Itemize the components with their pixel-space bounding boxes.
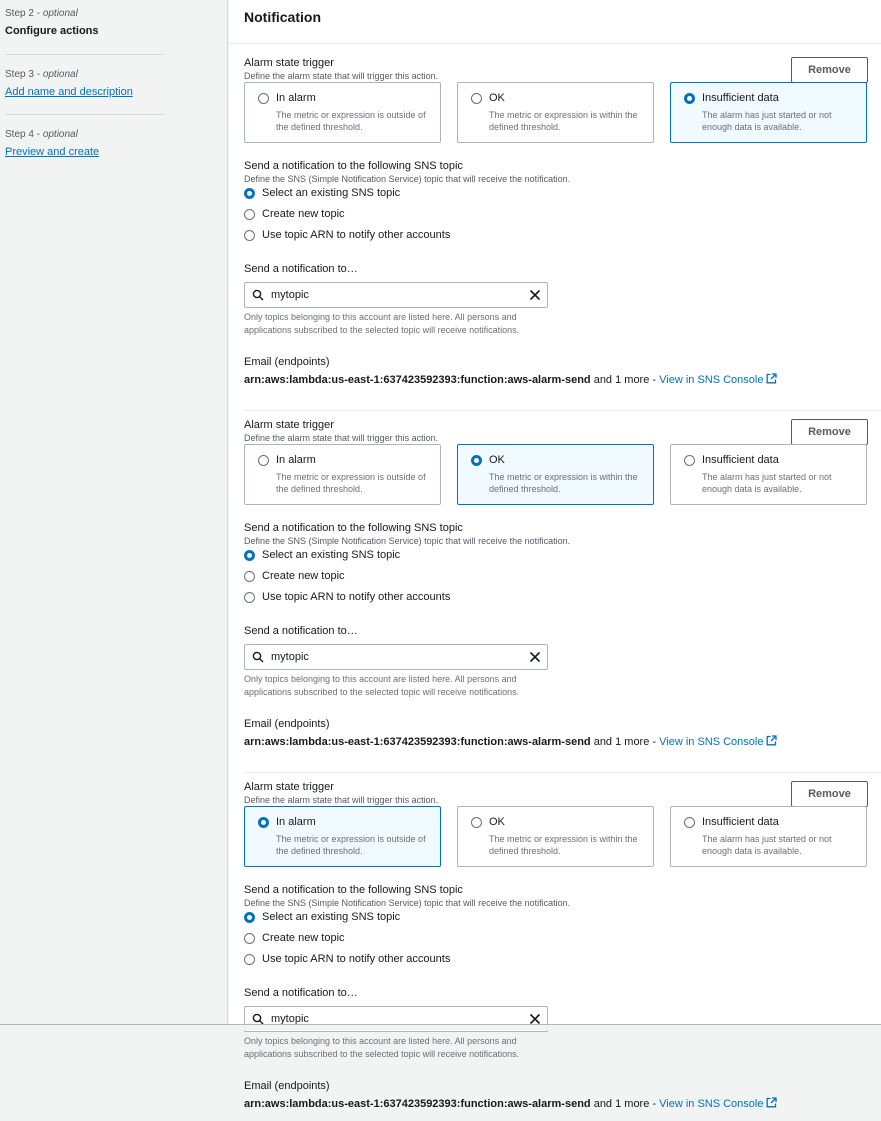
- email-endpoints-label: Email (endpoints): [244, 356, 330, 368]
- endpoint-line: [244, 735, 777, 748]
- wizard-sidebar: [0, 0, 228, 1030]
- tile-description: The metric or expression is within the defined threshold.: [489, 472, 638, 494]
- tile-description: The metric or expression is within the defined threshold.: [489, 110, 638, 132]
- link-text: View in SNS Console: [659, 1098, 764, 1110]
- tile-title: Insufficient data: [702, 454, 779, 466]
- option-label: Use topic ARN to notify other accounts: [262, 229, 451, 241]
- radio-new-topic[interactable]: [244, 209, 255, 220]
- tile-ok[interactable]: [457, 806, 654, 867]
- section-divider: [244, 410, 881, 411]
- sidebar-divider: [5, 54, 164, 55]
- tile-in-alarm[interactable]: [244, 444, 441, 505]
- external-link-icon: [766, 735, 777, 746]
- radio-in-alarm[interactable]: [258, 455, 269, 466]
- topic-search-field[interactable]: [244, 282, 548, 308]
- sidebar-divider: [5, 114, 164, 115]
- option-label: Create new topic: [262, 932, 345, 944]
- bottom-border: [0, 1024, 881, 1030]
- step-3-optional: optional: [42, 69, 78, 80]
- topic-help-text: Only topics belonging to this account are listed here. All persons and applications subscribed to the selected topic will receive notifications.: [244, 674, 520, 697]
- sns-topic-label: Send a notification to the following SNS topic: [244, 884, 463, 896]
- topic-help-text: Only topics belonging to this account are listed here. All persons and applications subscribed to the selected topic will receive notifications.: [244, 1036, 520, 1059]
- sns-topic-description: Define the SNS (Simple Notification Service) topic that will receive the notification.: [244, 536, 571, 546]
- trigger-description: Define the alarm state that will trigger this action.: [244, 71, 439, 81]
- view-in-sns-console-link[interactable]: [659, 736, 777, 748]
- option-new-topic[interactable]: [244, 206, 345, 222]
- endpoint-line: [244, 373, 777, 386]
- tile-description: The metric or expression is within the defined threshold.: [489, 834, 638, 856]
- alarm-state-tiles: [244, 82, 868, 143]
- trigger-label: Alarm state trigger: [244, 419, 334, 431]
- radio-topic-arn[interactable]: [244, 954, 255, 965]
- link-text: View in SNS Console: [659, 374, 764, 386]
- step-3-number: Step 3 -: [5, 69, 43, 80]
- tile-ok[interactable]: [457, 444, 654, 505]
- option-label: Create new topic: [262, 570, 345, 582]
- step-2: [5, 8, 99, 37]
- and-more-text: and 1 more -: [590, 736, 660, 748]
- trigger-label: Alarm state trigger: [244, 57, 334, 69]
- tile-insufficient-data[interactable]: [670, 806, 867, 867]
- send-to-label: Send a notification to…: [244, 625, 358, 637]
- notification-action: [244, 57, 868, 397]
- radio-ok[interactable]: [471, 93, 482, 104]
- and-more-text: and 1 more -: [590, 1098, 660, 1110]
- notification-panel: [229, 0, 881, 1110]
- endpoint-arn: arn:aws:lambda:us-east-1:637423592393:function:aws-alarm-send: [244, 1098, 591, 1110]
- endpoint-line: [244, 1097, 777, 1110]
- radio-existing-topic[interactable]: [244, 550, 255, 561]
- section-divider: [244, 772, 881, 773]
- step-2-number: Step 2 -: [5, 8, 43, 19]
- remove-button[interactable]: Remove: [791, 781, 868, 807]
- topic-help-text: Only topics belonging to this account are listed here. All persons and applications subscribed to the selected topic will receive notifications.: [244, 312, 520, 335]
- trigger-description: Define the alarm state that will trigger this action.: [244, 433, 439, 443]
- trigger-label: Alarm state trigger: [244, 781, 334, 793]
- remove-button[interactable]: Remove: [791, 419, 868, 445]
- step-3-link[interactable]: Add name and description: [5, 86, 133, 98]
- step-4-number: Step 4 -: [5, 129, 43, 140]
- tile-title: In alarm: [276, 454, 316, 466]
- tile-ok[interactable]: [457, 82, 654, 143]
- option-existing-topic[interactable]: [244, 547, 400, 563]
- tile-title: In alarm: [276, 92, 316, 104]
- and-more-text: and 1 more -: [590, 374, 660, 386]
- option-topic-arn[interactable]: [244, 951, 450, 967]
- option-topic-arn[interactable]: [244, 589, 450, 605]
- radio-ok[interactable]: [471, 455, 482, 466]
- tile-title: Insufficient data: [702, 92, 779, 104]
- tile-insufficient-data[interactable]: [670, 444, 867, 505]
- notification-action: [244, 419, 868, 759]
- tile-title: OK: [489, 92, 505, 104]
- search-icon: [252, 289, 264, 301]
- view-in-sns-console-link[interactable]: [659, 1098, 777, 1110]
- option-new-topic[interactable]: [244, 930, 345, 946]
- endpoint-arn: arn:aws:lambda:us-east-1:637423592393:function:aws-alarm-send: [244, 374, 591, 386]
- sns-topic-description: Define the SNS (Simple Notification Service) topic that will receive the notification.: [244, 174, 571, 184]
- endpoint-arn: arn:aws:lambda:us-east-1:637423592393:function:aws-alarm-send: [244, 736, 591, 748]
- alarm-state-tiles: [244, 806, 868, 867]
- radio-existing-topic[interactable]: [244, 912, 255, 923]
- step-3: [5, 69, 133, 98]
- panel-header: [229, 0, 881, 44]
- step-2-title: Configure actions: [5, 25, 99, 37]
- search-icon: [252, 651, 264, 663]
- tile-title: OK: [489, 816, 505, 828]
- tile-description: The alarm has just started or not enough data is available.: [702, 834, 832, 856]
- radio-in-alarm[interactable]: [258, 93, 269, 104]
- option-label: Create new topic: [262, 208, 345, 220]
- step-2-optional: optional: [42, 8, 78, 19]
- step-4: [5, 129, 99, 158]
- view-in-sns-console-link[interactable]: [659, 374, 777, 386]
- remove-button[interactable]: Remove: [791, 57, 868, 83]
- radio-insufficient-data[interactable]: [684, 817, 695, 828]
- send-to-label: Send a notification to…: [244, 987, 358, 999]
- trigger-description: Define the alarm state that will trigger this action.: [244, 795, 439, 805]
- clear-icon[interactable]: [528, 650, 542, 664]
- tile-description: The metric or expression is outside of the defined threshold.: [276, 472, 426, 494]
- radio-topic-arn[interactable]: [244, 230, 255, 241]
- option-new-topic[interactable]: [244, 568, 345, 584]
- topic-search-input[interactable]: [271, 649, 521, 665]
- external-link-icon: [766, 373, 777, 384]
- external-link-icon: [766, 1097, 777, 1108]
- tile-description: The metric or expression is outside of the defined threshold.: [276, 110, 426, 132]
- tile-description: The alarm has just started or not enough data is available.: [702, 472, 832, 494]
- tile-title: In alarm: [276, 816, 316, 828]
- tile-description: The metric or expression is outside of the defined threshold.: [276, 834, 426, 856]
- link-text: View in SNS Console: [659, 736, 764, 748]
- radio-insufficient-data[interactable]: [684, 93, 695, 104]
- option-label: Select an existing SNS topic: [262, 549, 401, 561]
- option-label: Use topic ARN to notify other accounts: [262, 591, 451, 603]
- option-existing-topic[interactable]: [244, 185, 400, 201]
- alarm-state-tiles: [244, 444, 868, 505]
- option-label: Use topic ARN to notify other accounts: [262, 953, 451, 965]
- step-4-link[interactable]: Preview and create: [5, 146, 100, 158]
- option-existing-topic[interactable]: [244, 909, 400, 925]
- sns-topic-label: Send a notification to the following SNS topic: [244, 522, 463, 534]
- step-4-optional: optional: [42, 129, 78, 140]
- radio-existing-topic[interactable]: [244, 188, 255, 199]
- tile-insufficient-data[interactable]: [670, 82, 867, 143]
- panel-title: Notification: [244, 9, 321, 25]
- tile-description: The alarm has just started or not enough data is available.: [702, 110, 832, 132]
- tile-in-alarm[interactable]: [244, 82, 441, 143]
- clear-icon[interactable]: [528, 288, 542, 302]
- tile-title: Insufficient data: [702, 816, 779, 828]
- send-to-label: Send a notification to…: [244, 263, 358, 275]
- radio-new-topic[interactable]: [244, 933, 255, 944]
- tile-in-alarm[interactable]: [244, 806, 441, 867]
- sns-topic-description: Define the SNS (Simple Notification Service) topic that will receive the notification.: [244, 898, 571, 908]
- radio-ok[interactable]: [471, 817, 482, 828]
- radio-insufficient-data[interactable]: [684, 455, 695, 466]
- radio-new-topic[interactable]: [244, 571, 255, 582]
- topic-search-input[interactable]: [271, 287, 521, 303]
- option-label: Select an existing SNS topic: [262, 187, 401, 199]
- notification-action: [244, 781, 868, 1121]
- sns-topic-label: Send a notification to the following SNS topic: [244, 160, 463, 172]
- email-endpoints-label: Email (endpoints): [244, 718, 330, 730]
- tile-title: OK: [489, 454, 505, 466]
- radio-in-alarm[interactable]: [258, 817, 269, 828]
- option-label: Select an existing SNS topic: [262, 911, 401, 923]
- option-topic-arn[interactable]: [244, 227, 450, 243]
- email-endpoints-label: Email (endpoints): [244, 1080, 330, 1092]
- topic-search-field[interactable]: [244, 644, 548, 670]
- radio-topic-arn[interactable]: [244, 592, 255, 603]
